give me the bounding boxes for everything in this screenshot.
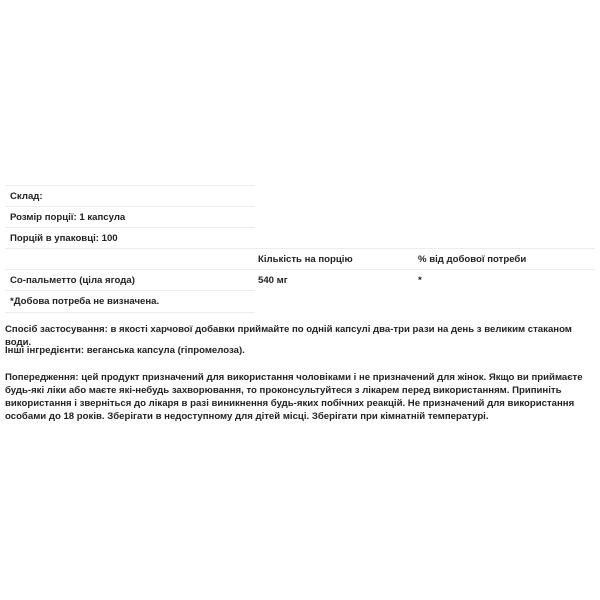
footnote-row [5, 290, 255, 312]
amount-header: Кількість на порцію [258, 254, 353, 265]
daily-value-header: % від добової потреби [418, 254, 527, 265]
table-row [5, 269, 595, 291]
servings-per-container-row [5, 227, 255, 249]
usage-text: Спосіб застосування: в якості харчової добавки приймайте по одній капсулі два-три рази на день з великим стаканом води. [5, 324, 572, 348]
ingredient-amount: 540 мг [258, 275, 288, 286]
table-header-row [5, 248, 595, 270]
composition-title: Склад: [10, 191, 43, 202]
servings-per-container: Порцій в упаковці: 100 [10, 233, 118, 244]
serving-size-row [5, 206, 255, 228]
table-bottom-divider [5, 312, 255, 313]
other-ingredients-text: Інші інгредієнти: веганська капсула (гіпромелоза). [5, 345, 245, 356]
serving-size: Розмір порції: 1 капсула [10, 212, 126, 223]
warning-text: Попередження: цей продукт призначений для використання чоловіками і не призначений для жінок. Якщо ви приймаєте будь-які ліки або маєте які-небудь захворювання, то проконсультуйтеся з лікарем перед використанням. Припиніть використання і зверніться до лікаря в разі виникнення будь-яких побічних реакцій. Не призначений для використання особами до 18 років. Зберігати в недоступному для дітей місці. Зберігати при кімнатній температурі. [5, 372, 583, 422]
ingredient-name: Со-пальметто (ціла ягода) [10, 275, 135, 286]
composition-title-row [5, 185, 255, 207]
footnote: *Добова потреба не визначена. [10, 296, 160, 307]
ingredient-daily-value: * [418, 275, 422, 286]
